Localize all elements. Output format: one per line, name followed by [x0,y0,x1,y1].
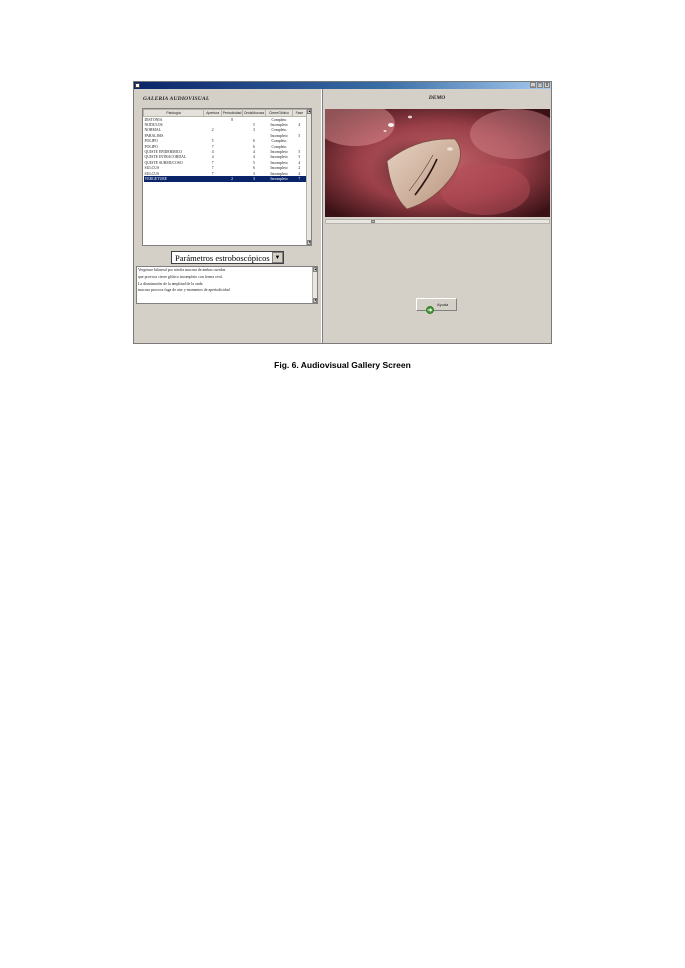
table-cell: 8 [231,117,234,122]
table-cell: Completo [271,144,287,149]
scroll-down-arrow-icon[interactable]: ▼ [308,240,311,244]
table-cell: 4 [298,171,301,176]
larynx-video-frame [325,109,550,217]
table-cell: 4 [211,155,214,160]
seek-thumb[interactable] [371,220,375,223]
table-cell: DISTONIA [144,117,163,122]
endoscopy-video[interactable] [325,109,550,217]
table-cell: 7 [292,176,306,181]
col-header-cierre-glotico[interactable]: CierreGlótico [266,110,292,117]
table-cell: VERGETURE [144,176,204,181]
close-button[interactable]: x [545,82,549,88]
table-cell: 5 [298,155,301,160]
description-line: La disminución de la amplitud de la onda [138,281,203,286]
table-cell: 4 [298,123,301,128]
figure-caption: Fig. 6. Audiovisual Gallery Screen [274,360,411,370]
table-cell: SULCUS [144,171,160,176]
ayuda-label: Ayuda [437,302,449,307]
table-cell: Completo [271,128,287,133]
table-cell: 4 [253,155,255,160]
table-cell: 6 [253,139,255,144]
table-cell: 5 [298,150,301,155]
table-cell: Incompleto [270,123,288,128]
col-header-apertura[interactable]: Apertura [204,110,222,117]
table-cell: 5 [211,139,214,144]
table-cell: POLIPO [144,139,158,144]
table-header [144,110,307,117]
table-cell: Completo [271,117,287,122]
table-cell: 4 [253,150,255,155]
col-header-fase[interactable]: Fase [292,110,306,117]
demo-panel [323,89,551,343]
table-cell: SULCUS [144,166,160,171]
table-cell: 3 [253,128,255,133]
table-cell: 5 [253,160,255,165]
video-seek-bar[interactable] [325,219,550,224]
col-header-periodicidad[interactable]: Periodicidad [222,111,242,115]
table-row[interactable] [144,176,307,181]
table-cell: QUISTE INTRACORDAL [144,155,187,160]
table-cell: NORMAL [144,128,161,133]
col-header-patologia[interactable]: Patología [144,110,204,117]
table-cell: 7 [211,160,214,165]
table-cell: 7 [211,166,214,171]
table-cell: 4 [298,160,301,165]
pathology-table [142,108,312,246]
scroll-up-arrow-icon[interactable]: ▲ [308,109,311,113]
table-cell: 3 [242,176,265,181]
table-cell: PARALISIS [144,133,164,138]
table-cell: 6 [253,144,255,149]
ayuda-button[interactable] [416,298,457,311]
description-line: mucosa provoca fuga de aire y momentos de aperiodicidad [138,288,230,293]
table-cell: 3 [253,171,255,176]
description-line: Vergeture bilateral por atrofia mucosa de ambas cuerdas [138,268,226,272]
table-cell: 5 [253,123,255,128]
table-scrollbar[interactable] [306,109,311,245]
help-arrow-icon [425,301,435,319]
table-cell: Incompleto [270,160,288,165]
table-cell: 7 [211,171,214,176]
table-cell: POLIPO [144,144,158,149]
title-bar[interactable] [134,82,551,89]
table-cell: QUISTE EPIDERMICO [144,150,183,155]
table-cell [204,176,222,181]
demo-title: DEMO [428,95,446,101]
chevron-down-icon[interactable]: ▼ [272,252,283,263]
gallery-title: GALERIA AUDIOVISUAL [143,96,210,102]
app-window [133,81,552,344]
table-cell: 2 [211,128,214,133]
table-cell: Incompleto [270,171,288,176]
table-cell: 6 [253,166,255,171]
table-cell: Incompleto [270,150,288,155]
gallery-panel [134,89,321,343]
table-cell: 5 [298,133,301,138]
table-cell: 2 [298,166,301,171]
table-cell: Incompleto [266,176,292,181]
maximize-button[interactable]: □ [538,82,542,88]
description-textarea[interactable] [136,266,318,304]
table-cell: 4 [211,150,214,155]
description-line: que provoca cierre glótico incompleto con forma oval. [138,274,223,279]
table-cell: Completo [271,139,287,144]
table-cell: QUISTE SUBMUCOSO [144,160,183,165]
table-cell: 2 [222,176,242,181]
scroll-down-arrow-icon[interactable]: ▼ [314,298,317,302]
description-scrollbar[interactable] [312,267,317,303]
table-cell: 7 [211,144,214,149]
table-cell: Incompleto [270,155,288,160]
table-cell: Incompleto [270,166,288,171]
minimize-button[interactable]: _ [531,82,535,88]
parameters-dropdown-value: Parámetros estroboscópicos [175,253,270,263]
app-icon [135,83,140,88]
scroll-up-arrow-icon[interactable]: ▲ [314,267,317,271]
table-cell: NODULOS [144,123,163,128]
table-cell: Incompleto [270,133,288,138]
col-header-onda-mucosa[interactable]: OndaMucosa [243,111,265,115]
parameters-dropdown[interactable] [171,251,284,264]
